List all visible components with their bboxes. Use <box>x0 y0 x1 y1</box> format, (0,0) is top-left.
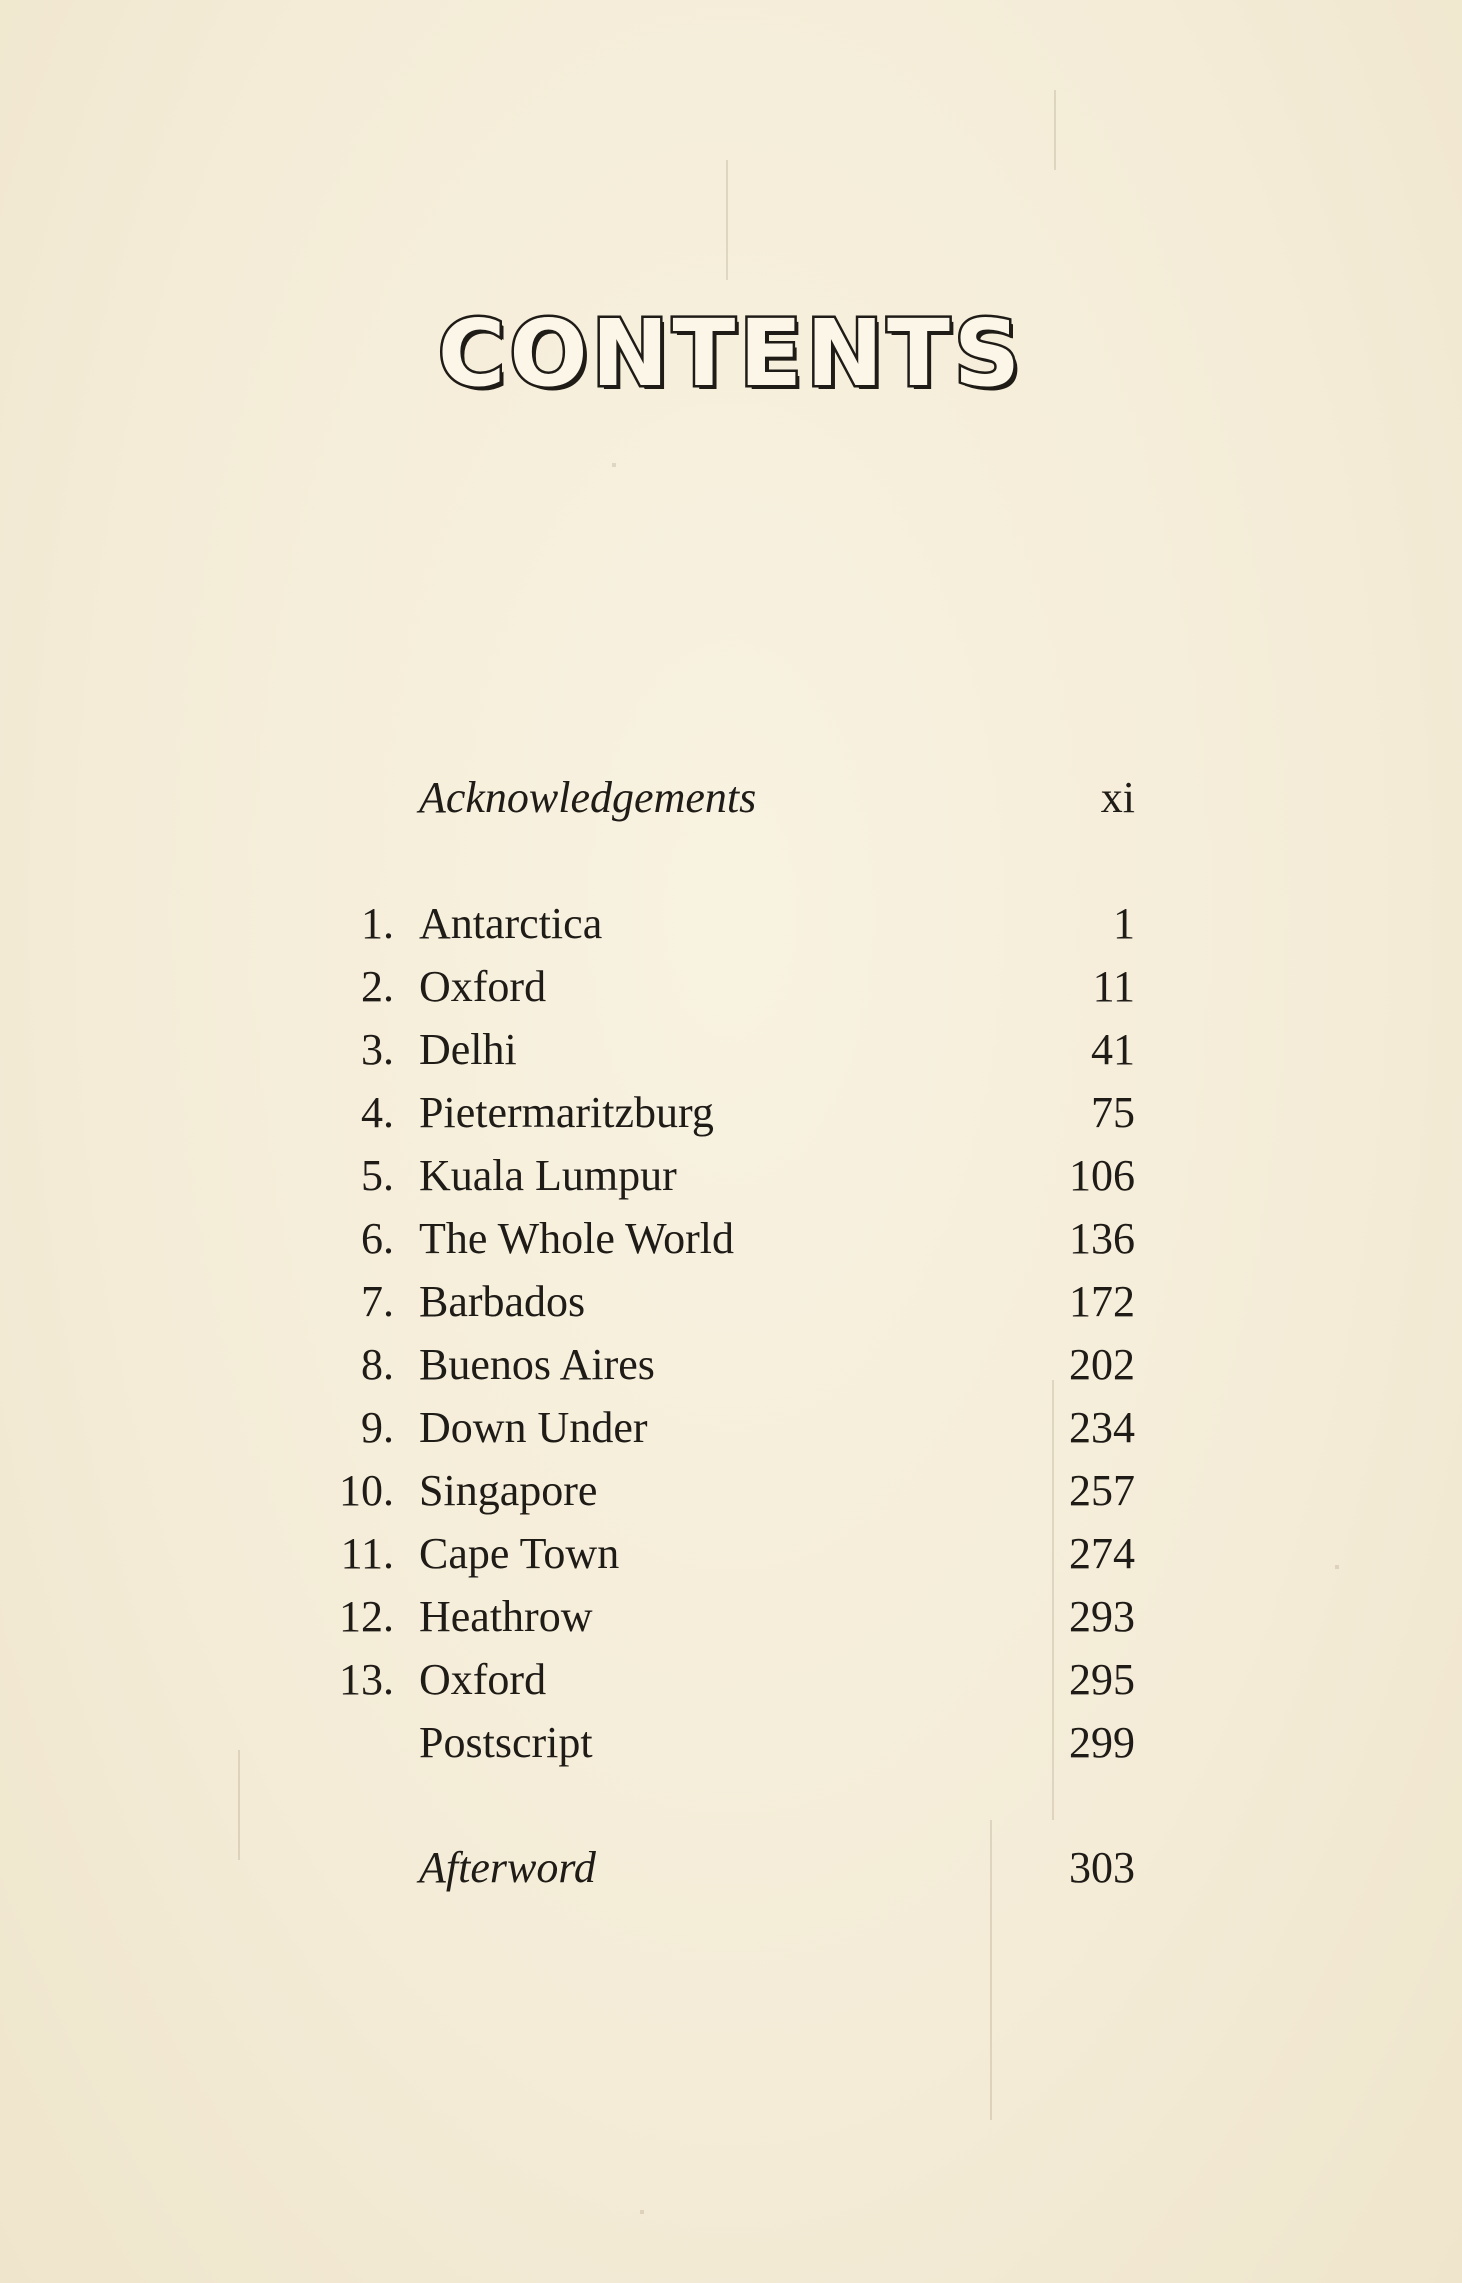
toc-entry-chapter <box>0 1586 1462 1648</box>
toc-entry-label: Barbados <box>419 1277 586 1326</box>
toc-entry-label: Buenos Aires <box>419 1340 655 1389</box>
toc-entry-page: xi <box>1100 773 1135 822</box>
toc-entry-label: Heathrow <box>419 1592 593 1641</box>
toc-entry-label: Oxford <box>419 1655 547 1704</box>
toc-entry-label: Kuala Lumpur <box>419 1151 677 1200</box>
toc-entry-number: 9. <box>361 1403 394 1452</box>
toc-entry-number: 10. <box>339 1466 394 1515</box>
toc-entry-label: Cape Town <box>419 1529 620 1578</box>
toc-entry-chapter <box>0 1145 1462 1207</box>
toc-entry-page: 11 <box>1092 962 1135 1011</box>
toc-entry-page: 172 <box>1069 1277 1135 1326</box>
toc-entry-label: Pietermaritzburg <box>419 1088 714 1137</box>
paper-mark <box>640 2210 644 2214</box>
toc-entry-page: 234 <box>1069 1403 1135 1452</box>
toc-entry-afterword <box>0 1837 1462 1899</box>
toc-entry-label: Postscript <box>419 1718 593 1767</box>
toc-entry-number: 5. <box>361 1151 394 1200</box>
toc-entry-label: Acknowledgements <box>419 773 757 822</box>
toc-entry-label: The Whole World <box>419 1214 734 1263</box>
toc-entry-chapter <box>0 893 1462 955</box>
paper-mark <box>612 463 616 467</box>
toc-entry-number: 13. <box>339 1655 394 1704</box>
toc-entry-label: Delhi <box>419 1025 517 1074</box>
toc-entry-number: 12. <box>339 1592 394 1641</box>
toc-entry-chapter <box>0 1460 1462 1522</box>
toc-entry-label: Down Under <box>419 1403 648 1452</box>
toc-entry-page: 299 <box>1069 1718 1135 1767</box>
toc-entry-page: 274 <box>1069 1529 1135 1578</box>
toc-entry-chapter <box>0 1649 1462 1711</box>
toc-entry-acknowledgements <box>0 767 1462 829</box>
toc-entry-label: Afterword <box>419 1843 596 1892</box>
paper-mark <box>1054 90 1056 170</box>
toc-entry-number: 1. <box>361 899 394 948</box>
toc-entry-page: 303 <box>1069 1843 1135 1892</box>
toc-entry-page: 136 <box>1069 1214 1135 1263</box>
toc-entry-chapter <box>0 1082 1462 1144</box>
toc-entry-number: 4. <box>361 1088 394 1137</box>
toc-entry-chapter <box>0 956 1462 1018</box>
toc-entry-chapter <box>0 1271 1462 1333</box>
toc-entry-label: Oxford <box>419 962 547 1011</box>
toc-entry-chapter <box>0 1397 1462 1459</box>
toc-entry-page: 257 <box>1069 1466 1135 1515</box>
paper-mark <box>726 160 728 280</box>
page-title: CONTENTS <box>437 300 1025 407</box>
toc-entry-page: 41 <box>1091 1025 1135 1074</box>
toc-entry-number: 6. <box>361 1214 394 1263</box>
toc-entry-page: 1 <box>1113 899 1135 948</box>
toc-entry-page: 106 <box>1069 1151 1135 1200</box>
toc-entry-number: 11. <box>340 1529 394 1578</box>
toc-entry-number: 8. <box>361 1340 394 1389</box>
toc-entry-label: Singapore <box>419 1466 598 1515</box>
toc-entry-page: 295 <box>1069 1655 1135 1704</box>
toc-entry-page: 293 <box>1069 1592 1135 1641</box>
toc-entry-chapter <box>0 1208 1462 1270</box>
toc-entry-number: 7. <box>361 1277 394 1326</box>
toc-entry-label: Antarctica <box>419 899 603 948</box>
toc-entry-chapter <box>0 1019 1462 1081</box>
toc-entry-page: 202 <box>1069 1340 1135 1389</box>
toc-entry-chapter <box>0 1523 1462 1585</box>
toc-entry-page: 75 <box>1091 1088 1135 1137</box>
toc-entry-number: 3. <box>361 1025 394 1074</box>
toc-entry-postscript <box>0 1712 1462 1774</box>
toc-entry-chapter <box>0 1334 1462 1396</box>
toc-entry-number: 2. <box>361 962 394 1011</box>
